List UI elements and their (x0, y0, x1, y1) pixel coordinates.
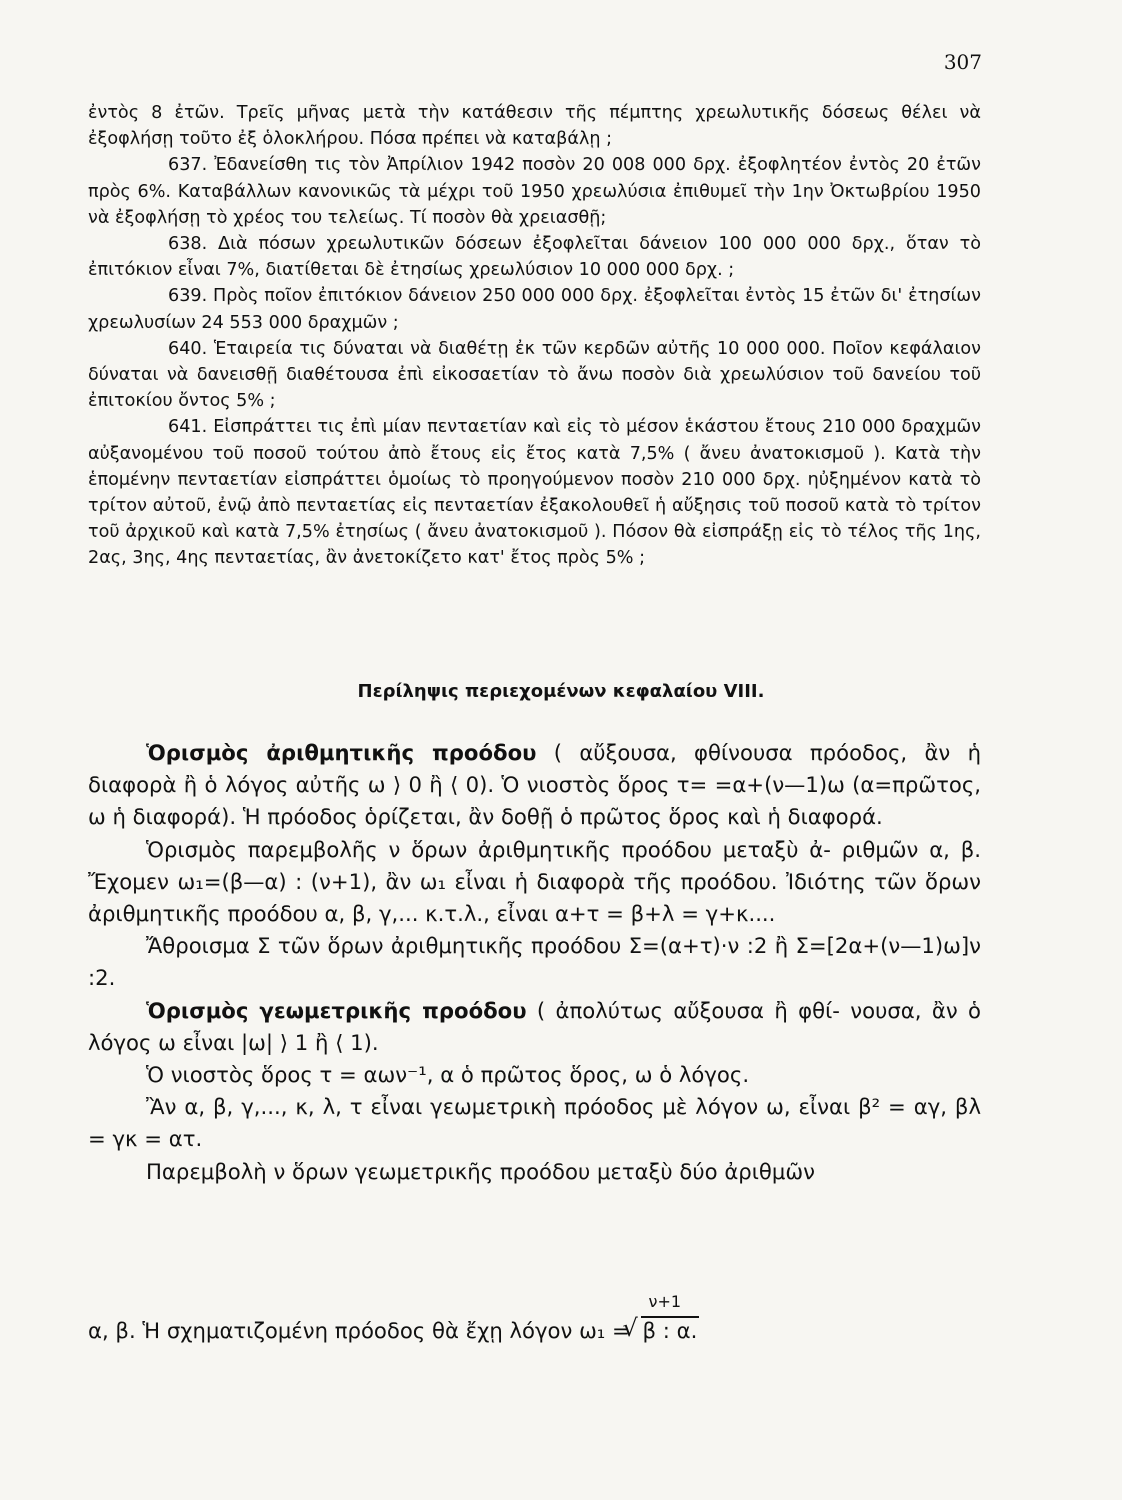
exercise-continued: ἐντὸς 8 ἐτῶν. Τρεῖς μῆνας μετὰ τὴν κατάθεσιν τῆς πέμπτης χρεωλυτικῆς δόσεως θέλει νὰ ἐξοφλήσῃ τοῦτο ἐξ ὁλοκλήρου. Πόσα πρέπει νὰ καταβάλῃ ; (88, 103, 981, 150)
geometric-property: Ἂν α, β, γ,..., κ, λ, τ εἶναι γεωμετρικὴ πρόοδος μὲ λόγον ω, εἶναι β² = αγ, βλ = γκ = ατ. (88, 1094, 981, 1152)
arithmetic-sum: Ἄθροισμα Σ τῶν ὅρων ἀριθμητικῆς προόδου Σ=(α+τ)·ν :2 ἢ Σ=[2α+(ν—1)ω]ν :2. (88, 933, 981, 991)
arithmetic-definition-text: ( αὔξουσα, φθίνουσα πρόοδος, ἂν ἡ διαφορὰ ἢ ὁ λόγος αὐτῆς ω ⟩ 0 ἢ ⟨ 0). Ὁ νιοστὸς ὅρος τ= =α+(ν—1)ω (α=πρῶτος, ω ἡ διαφορά). Ἡ πρόοδος ὁρίζεται, ἂν δοθῇ ὁ πρῶτος ὅρος καὶ ἡ διαφορά. (88, 740, 981, 830)
geometric-interpolation-formula (88, 1292, 981, 1343)
root-body: β : α. (642, 1318, 698, 1343)
geometric-progression-definition (88, 995, 981, 1059)
geometric-term: Ὁρισμὸς γεωμετρικῆς προόδου (146, 997, 527, 1023)
exercises-block (88, 100, 981, 572)
geometric-definition-text: ( ἀπολύτως αὔξουσα ἢ φθί- νουσα, ἂν ὁ λόγος ω εἶναι |ω| ⟩ 1 ἢ ⟨ 1). (88, 997, 981, 1055)
formula-text: α, β. Ἡ σχηματιζομένη πρόοδος θὰ ἔχῃ λόγον ω₁ = (88, 1318, 630, 1343)
geometric-nth-term: Ὁ νιοστὸς ὅρος τ = αων⁻¹, α ὁ πρῶτος ὅρος, ω ὁ λόγος. (146, 1062, 750, 1088)
arithmetic-progression-definition (88, 737, 981, 834)
root-index: √ ν+1 (648, 1292, 682, 1311)
exercise-640: 640. Ἑταιρεία τις δύναται νὰ διαθέτῃ ἐκ τῶν κερδῶν αὐτῆς 10 000 000. Ποῖον κεφάλαιον δύναται νὰ δανεισθῇ διαθέτουσα ἐπὶ εἰκοσαετίαν τὸ ἄνω ποσὸν διὰ χρεωλύσιον τοῦ δανείου τοῦ ἐπιτοκίου ὄντος 5% ; (88, 338, 981, 412)
exercise-637: 637. Ἐδανείσθη τις τὸν Ἀπρίλιον 1942 ποσὸν 20 008 000 δρχ. ἐξοφλητέον ἐντὸς 20 ἐτῶν πρὸς 6%. Καταβάλλων κανονικῶς τὰ μέχρι τοῦ 1950 χρεωλύσια ἐπιθυμεῖ τὴν 1ην Ὀκτωβρίου 1950 νὰ ἐξοφλήσῃ τὸ χρέος του τελείως. Τί ποσὸν θὰ χρειασθῇ; (88, 155, 981, 228)
root-expression (641, 1292, 700, 1343)
arithmetic-interpolation: Ὁρισμὸς παρεμβολῆς ν ὅρων ἀριθμητικῆς προόδου μεταξὺ ἀ- ριθμῶν α, β. Ἔχομεν ω₁=(β—α) : (ν+1), ἂν ω₁ εἶναι ἡ διαφορὰ τῆς προόδου. Ἰδιότης τῶν ὅρων ἀριθμητικῆς προόδου α, β, γ,... κ.τ.λ., εἶναι α+τ = β+λ = γ+κ.... (88, 836, 981, 927)
exercise-641: 641. Εἰσπράττει τις ἐπὶ μίαν πενταετίαν καὶ εἰς τὸ μέσον ἑκάστου ἔτους 210 000 δραχμῶν αὐξανομένου τοῦ ποσοῦ τούτου ἀπὸ ἔτους εἰς ἔτος κατὰ 7,5% ( ἄνευ ἀνατοκισμοῦ ). Κατὰ τὴν ἑπομένην πενταετίαν εἰσπράττει ὁμοίως τὸ προηγούμενον ποσὸν 210 000 δρχ. ηὐξημένον κατὰ τὸ τρίτον αὐτοῦ, ἐνῷ ἀπὸ πενταετίας εἰς πενταετίαν ἐξακολουθεῖ ἡ αὔξησις τοῦ ποσοῦ κατὰ τὸ τρίτον τοῦ ἀρχικοῦ καὶ κατὰ 7,5% ἐτησίως ( ἄνευ ἀνατοκισμοῦ ). Πόσον θὰ εἰσπράξῃ εἰς τὸ τέλος τῆς 1ης, 2ας, 3ης, 4ης πενταετίας, ἂν ἀνετοκίζετο κατ' ἔτος πρὸς 5% ; (88, 417, 981, 569)
geometric-interpolation: Παρεμβολὴ ν ὅρων γεωμετρικῆς προόδου μεταξὺ δύο ἀριθμῶν (146, 1158, 815, 1184)
chapter-summary-heading: Περίληψις περιεχομένων κεφαλαίου VIII. (357, 681, 765, 702)
exercise-638: 638. Διὰ πόσων χρεωλυτικῶν δόσεων ἐξοφλεῖται δάνειον 100 000 000 δρχ., ὅταν τὸ ἐπιτόκιον εἶναι 7%, διατίθεται δὲ ἐτησίως χρεωλύσιον 10 000 000 δρχ. ; (88, 234, 981, 281)
page-number: 307 (943, 50, 982, 74)
exercise-639: 639. Πρὸς ποῖον ἐπιτόκιον δάνειον 250 000 000 δρχ. ἐξοφλεῖται ἐντὸς 15 ἐτῶν δι' ἐτησίων χρεωλυσίων 24 553 000 δραχμῶν ; (88, 286, 981, 333)
summary-block (88, 737, 981, 1188)
arithmetic-term: Ὁρισμὸς ἀριθμητικῆς προόδου (146, 740, 537, 765)
